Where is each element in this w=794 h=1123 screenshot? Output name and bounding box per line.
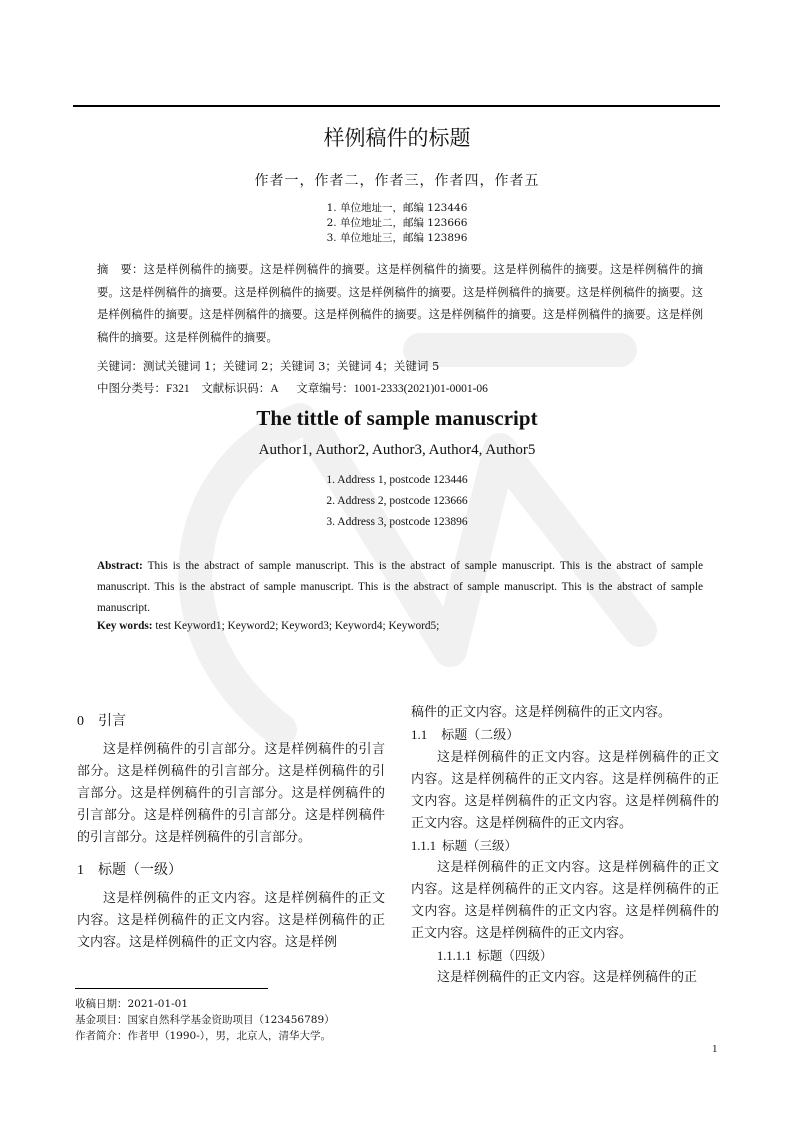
paragraph: 这是样例稿件的正文内容。这是样例稿件的正文内容。这是样例稿件的正文内容。这是样例稿件的正文内容。这是样例稿件的正文内容。这是样例稿件的正文内容。这是样例稿件的正文内容。 [411, 860, 719, 941]
cn-affiliation: 1. 单位地址一，邮编 123446 [326, 202, 468, 214]
en-keywords [97, 620, 439, 632]
header-rule [73, 105, 720, 107]
en-abstract-label: Abstract: [97, 560, 143, 572]
doc-code-value: A [270, 383, 279, 395]
section-number: 0 [77, 714, 84, 729]
left-column [77, 710, 385, 954]
en-keywords-text: test Keyword1; Keyword2; Keyword3; Keyword4; Keyword5; [152, 620, 440, 632]
paragraph: 这是样例稿件的正文内容。这是样例稿件的正 [437, 970, 698, 985]
section-title: 标题（二级） [441, 728, 520, 743]
section-title: 标题（四级） [477, 948, 553, 963]
cn-keywords-text: 测试关键词 1；关键词 2；关键词 3；关键词 4；关键词 5 [143, 359, 440, 373]
subsubsection-heading [411, 835, 719, 857]
paragraph: 这是样例稿件的正文内容。这是样例稿件的正文内容。这是样例稿件的正文内容。这是样例稿件的正文内容。这是样例稿件的正文内容。这是样例稿件的正文内容。这是样例稿件的正文内容。 [411, 750, 719, 831]
cn-affiliation: 3. 单位地址三，邮编 123896 [326, 232, 468, 244]
en-keywords-label: Key words: [97, 620, 153, 632]
paragraph-heading [411, 945, 719, 967]
en-affiliation: 3. Address 3, postcode 123896 [326, 516, 468, 528]
cn-affiliation: 2. 单位地址二，邮编 123666 [326, 217, 468, 229]
en-affiliation: 1. Address 1, postcode 123446 [326, 474, 468, 486]
section-number: 1.1.1 [411, 839, 436, 853]
classification-line [97, 380, 488, 396]
en-abstract-text: This is the abstract of sample manuscript. This is the abstract of sample manuscript. This is the abstract of sample manuscript. This is the abstract of sample manuscript. This is the abstract of sample manuscript. This is the abstract of sample manuscript. [97, 560, 703, 614]
article-no-value: 1001-2333(2021)01-0001-06 [353, 383, 488, 395]
section-number: 1 [77, 863, 84, 878]
section-number: 1.1.1.1 [437, 949, 472, 963]
section-number: 1.1 [411, 727, 428, 742]
article-no-label: 文章编号： [296, 381, 354, 395]
doc-code-label: 文献标识码： [201, 381, 271, 395]
en-abstract [97, 556, 703, 619]
section-title: 引言 [98, 713, 126, 729]
en-affiliation: 2. Address 2, postcode 123666 [326, 495, 468, 507]
footnote-rule [75, 988, 268, 989]
cn-keywords [97, 358, 439, 374]
cn-abstract [97, 259, 703, 349]
paragraph: 这是样例稿件的引言部分。这是样例稿件的引言部分。这是样例稿件的引言部分。这是样例稿件的引言部分。这是样例稿件的引言部分。这是样例稿件的引言部分。这是样例稿件的引言部分。这是样例稿件的引言部分。这是样例稿件的引言部分。 [77, 742, 385, 845]
cn-title: 样例稿件的标题 [323, 126, 471, 150]
cn-abstract-text: 这是样例稿件的摘要。这是样例稿件的摘要。这是样例稿件的摘要。这是样例稿件的摘要。这是样例稿件的摘要。这是样例稿件的摘要。这是样例稿件的摘要。这是样例稿件的摘要。这是样例稿件的摘要。这是样例稿件的摘要。这是样例稿件的摘要。这是样例稿件的摘要。这是样例稿件的摘要。这是样例稿件的摘要。这是样例稿件的摘要。这是样例稿件的摘要。这是样例稿件的摘要。 [97, 263, 703, 344]
paragraph: 稿件的正文内容。这是样例稿件的正文内容。 [411, 705, 672, 720]
footnote: 作者简介：作者甲（1990-），男，北京人，清华大学。 [75, 1030, 332, 1042]
cn-authors: 作者一，作者二，作者三，作者四，作者五 [254, 173, 540, 189]
subsection-heading [411, 724, 719, 747]
clc-value: F321 [166, 383, 190, 395]
footnote: 收稿日期：2021-01-01 [75, 998, 189, 1010]
section-heading [77, 710, 385, 733]
footnote: 基金项目：国家自然科学基金资助项目（123456789） [75, 1014, 335, 1026]
section-heading [77, 859, 385, 882]
clc-label: 中图分类号： [97, 381, 166, 395]
page-number: 1 [712, 1043, 718, 1055]
paragraph: 这是样例稿件的正文内容。这是样例稿件的正文内容。这是样例稿件的正文内容。这是样例稿件的正文内容。这是样例稿件的正文内容。这是样例 [77, 891, 385, 950]
section-title: 标题（三级） [442, 838, 518, 853]
en-title: The tittle of sample manuscript [256, 406, 538, 430]
section-title: 标题（一级） [98, 862, 182, 878]
cn-keywords-label: 关键词： [97, 359, 143, 373]
en-authors: Author1, Author2, Author3, Author4, Author5 [258, 442, 536, 458]
right-column [411, 702, 719, 989]
cn-abstract-label: 摘 要： [97, 263, 144, 276]
